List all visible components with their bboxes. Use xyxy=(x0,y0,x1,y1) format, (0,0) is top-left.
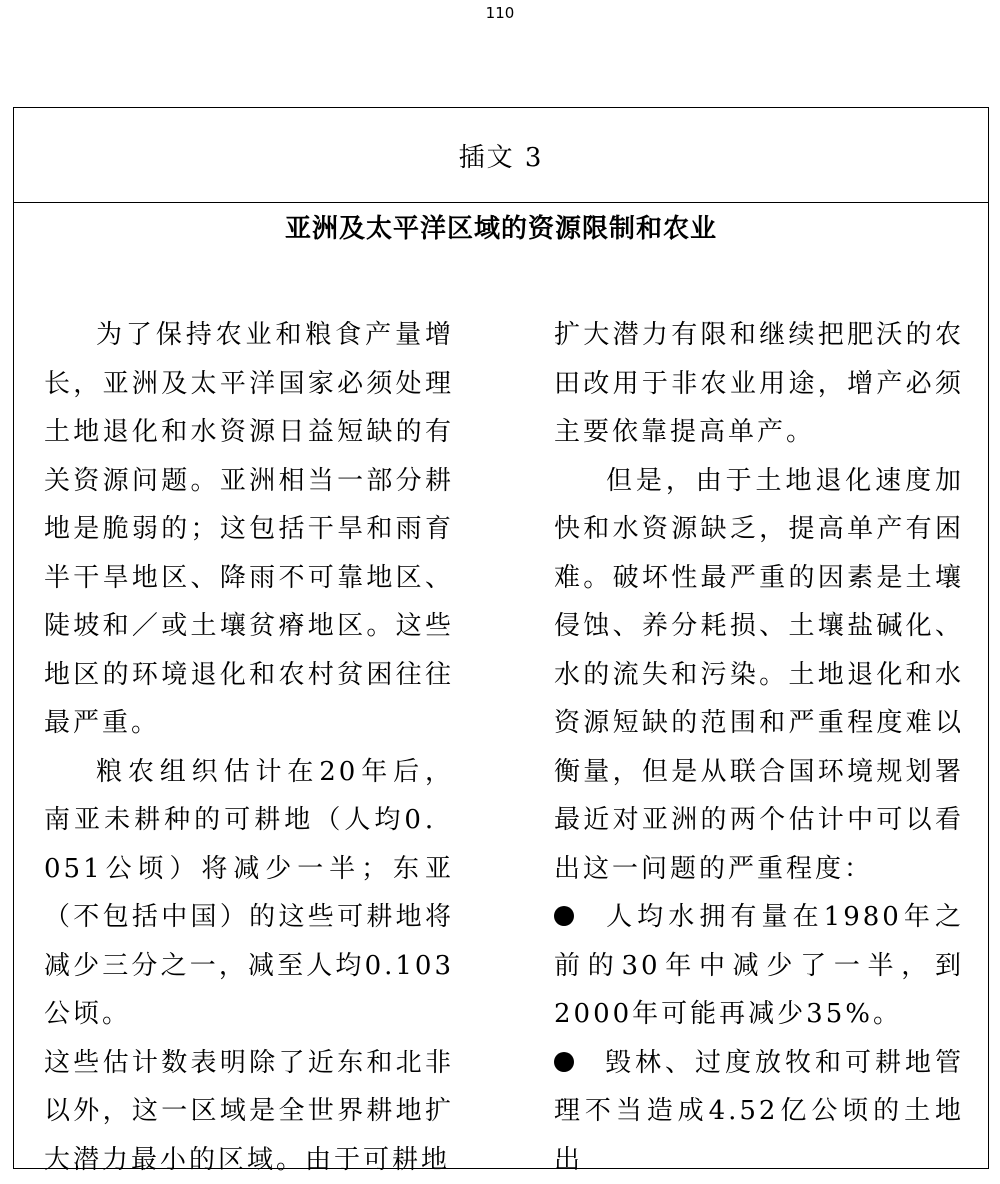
bullet-dot-icon xyxy=(554,1052,574,1072)
text-columns xyxy=(44,311,964,1184)
bullet-item xyxy=(554,893,964,1039)
bullet-text: 人均水拥有量在1980年之前的30年中减少了一半，到2000年可能再减少35%。 xyxy=(554,902,964,1029)
bullet-text: 毁林、过度放牧和可耕地管理不当造成4.52亿公顷的土地出 xyxy=(554,1048,964,1175)
paragraph: 扩大潜力有限和继续把肥沃的农田改用于非农业用途，增产必须主要依靠提高单产。 xyxy=(554,311,964,457)
bullet-item xyxy=(554,1039,964,1184)
paragraph: 但是，由于土地退化速度加快和水资源缺乏，提高单产有困难。破坏性最严重的因素是土壤侵蚀、养分耗损、土壤盐碱化、水的流失和污染。土地退化和水资源短缺的范围和严重程度难以衡量，但是从联合国环境规划署最近对亚洲的两个估计中可以看出这一问题的严重程度： xyxy=(554,457,964,894)
bullet-dot-icon xyxy=(554,906,574,926)
paragraph: 为了保持农业和粮食产量增长，亚洲及太平洋国家必须处理土地退化和水资源日益短缺的有关资源问题。亚洲相当一部分耕地是脆弱的；这包括干旱和雨育半干旱地区、降雨不可靠地区、陡坡和／或土壤贫瘠地区。这些地区的环境退化和农村贫困往往最严重。 xyxy=(44,311,454,748)
paragraph: 粮农组织估计在20年后，南亚未耕种的可耕地（人均0．051公顷）将减少一半；东亚（不包括中国）的这些可耕地将减少三分之一，减至人均0.103公顷。 xyxy=(44,748,454,1039)
left-column xyxy=(44,311,454,1184)
page-number: 110 xyxy=(0,4,1000,22)
paragraph: 这些估计数表明除了近东和北非以外，这一区域是全世界耕地扩大潜力最小的区域。由于可耕地 xyxy=(44,1039,454,1184)
box-frame xyxy=(13,107,989,1169)
box-title: 插文 3 xyxy=(14,108,988,203)
right-column xyxy=(554,311,964,1184)
box-subtitle: 亚洲及太平洋区域的资源限制和农业 xyxy=(14,208,988,245)
